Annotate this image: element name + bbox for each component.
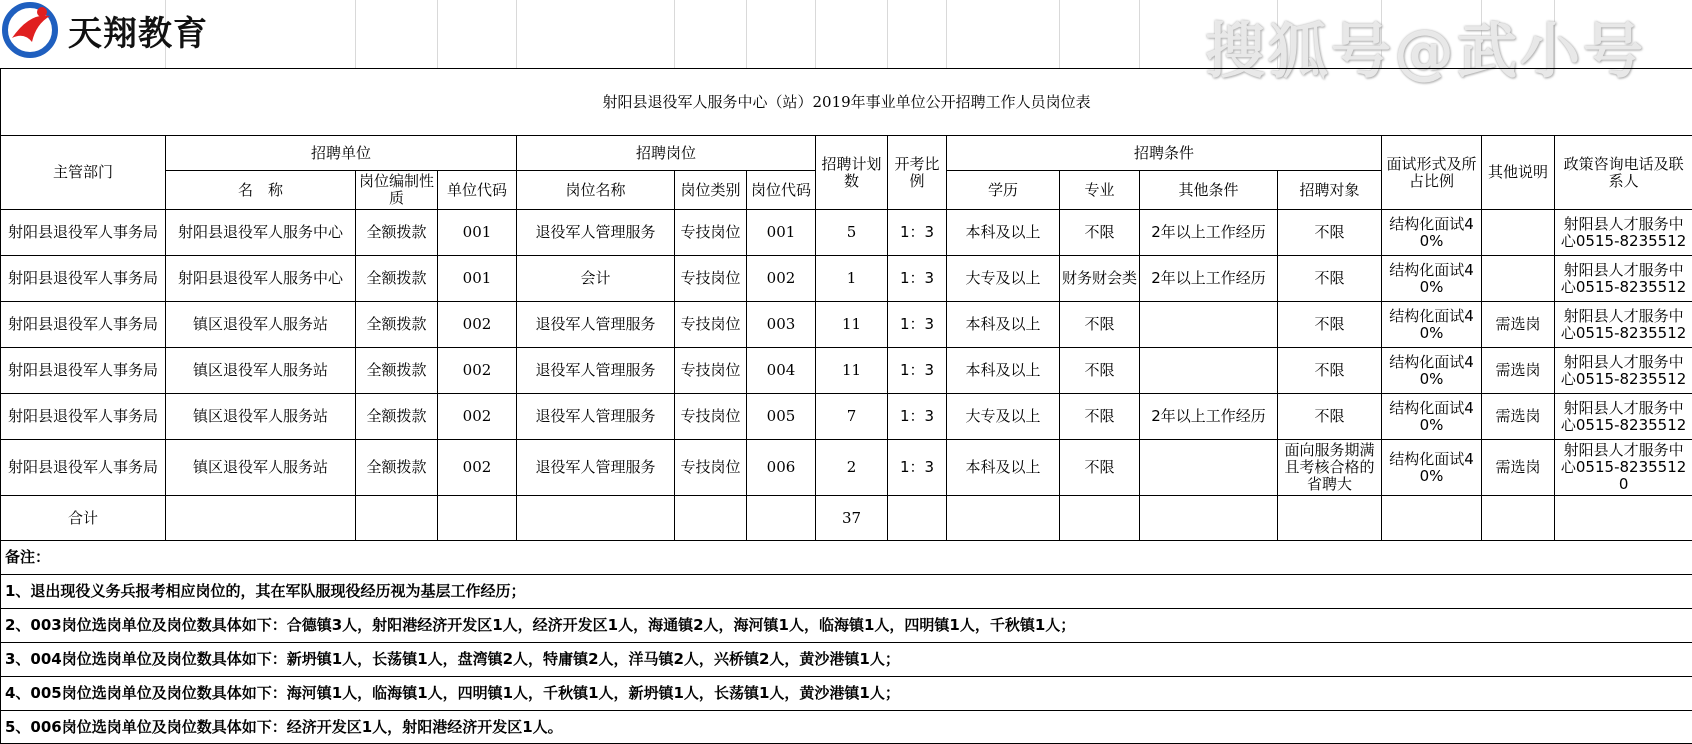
cell-note: 需选岗 xyxy=(1482,394,1555,440)
cell-interview: 结构化面试40% xyxy=(1382,394,1482,440)
cell-plan: 7 xyxy=(816,394,888,440)
cell-other-cond: 2年以上工作经历 xyxy=(1140,394,1278,440)
cell-unit-code: 002 xyxy=(438,348,517,394)
cell-nature: 全额拨款 xyxy=(356,302,438,348)
total-row xyxy=(1,496,1692,541)
cell-nature: 全额拨款 xyxy=(356,210,438,256)
cell-other-cond: 2年以上工作经历 xyxy=(1140,256,1278,302)
cell-edu: 大专及以上 xyxy=(947,256,1060,302)
cell-target xyxy=(1278,440,1382,496)
cell-post: 退役军人管理服务 xyxy=(517,394,675,440)
header-major: 专业 xyxy=(1060,171,1140,210)
cell-interview: 结构化面试40% xyxy=(1382,256,1482,302)
cell-interview: 结构化面试40% xyxy=(1382,440,1482,496)
cell-other-cond xyxy=(1140,302,1278,348)
cell-unit-code: 002 xyxy=(438,394,517,440)
cell-post-type: 专技岗位 xyxy=(675,394,747,440)
note-item: 5、006岗位选岗单位及岗位数具体如下：经济开发区1人，射阳港经济开发区1人。 xyxy=(1,711,1692,744)
cell-unit-code: 001 xyxy=(438,256,517,302)
cell-ratio: 1：3 xyxy=(888,210,947,256)
header-other-note: 其他说明 xyxy=(1482,136,1555,210)
cell-contact-text: 射阳县人才服务中心0515-8235512 xyxy=(1557,354,1690,388)
cell-interview: 结构化面试40% xyxy=(1382,348,1482,394)
cell-nature: 全额拨款 xyxy=(356,440,438,496)
cell-post-type: 专技岗位 xyxy=(675,256,747,302)
cell-contact xyxy=(1555,210,1692,256)
header-post-type: 岗位类别 xyxy=(675,171,747,210)
cell-contact xyxy=(1555,256,1692,302)
header-plan: 招聘计划数 xyxy=(816,136,888,210)
cell-edu: 大专及以上 xyxy=(947,394,1060,440)
cell-post-type: 专技岗位 xyxy=(675,302,747,348)
recruitment-table xyxy=(0,68,1692,744)
header-contact: 政策咨询电话及联系人 xyxy=(1555,136,1692,210)
cell-edu: 本科及以上 xyxy=(947,210,1060,256)
notes-heading: 备注： xyxy=(1,541,1692,575)
cell-contact-text: 射阳县人才服务中心0515-8235512 xyxy=(1557,262,1690,296)
cell-note: 需选岗 xyxy=(1482,302,1555,348)
cell-dept: 射阳县退役军人事务局 xyxy=(1,440,166,496)
cell-target: 不限 xyxy=(1278,394,1382,440)
watermark: 搜狐号@武小号 xyxy=(1205,4,1646,90)
cell-post-code: 003 xyxy=(747,302,816,348)
header-unit-name: 名 称 xyxy=(166,171,356,210)
cell-interview: 结构化面试40% xyxy=(1382,302,1482,348)
cell-unit: 镇区退役军人服务站 xyxy=(166,440,356,496)
cell-post-code: 001 xyxy=(747,210,816,256)
total-label: 合计 xyxy=(1,496,166,541)
cell-nature: 全额拨款 xyxy=(356,394,438,440)
cell-note: 需选岗 xyxy=(1482,440,1555,496)
total-plan: 37 xyxy=(816,496,888,541)
cell-other-cond xyxy=(1140,348,1278,394)
cell-ratio: 1：3 xyxy=(888,302,947,348)
cell-plan: 1 xyxy=(816,256,888,302)
cell-contact-text: 射阳县人才服务中心0515-8235512 xyxy=(1557,308,1690,342)
cell-post-type: 专技岗位 xyxy=(675,210,747,256)
cell-target: 不限 xyxy=(1278,348,1382,394)
cell-post: 退役军人管理服务 xyxy=(517,348,675,394)
cell-ratio: 1：3 xyxy=(888,348,947,394)
header-ratio: 开考比例 xyxy=(888,136,947,210)
cell-dept: 射阳县退役军人事务局 xyxy=(1,302,166,348)
cell-unit: 射阳县退役军人服务中心 xyxy=(166,256,356,302)
cell-dept: 射阳县退役军人事务局 xyxy=(1,394,166,440)
note-item: 2、003岗位选岗单位及岗位数具体如下：合德镇3人，射阳港经济开发区1人，经济开发区1人，海通镇2人，海河镇1人，临海镇1人，四明镇1人，千秋镇1人； xyxy=(1,609,1692,643)
cell-dept: 射阳县退役军人事务局 xyxy=(1,348,166,394)
header-dept: 主管部门 xyxy=(1,136,166,210)
note-item: 1、退出现役义务兵报考相应岗位的，其在军队服现役经历视为基层工作经历； xyxy=(1,575,1692,609)
header-interview: 面试形式及所占比例 xyxy=(1382,136,1482,210)
cell-ratio: 1：3 xyxy=(888,256,947,302)
cell-unit-code: 002 xyxy=(438,440,517,496)
cell-contact-text: 射阳县人才服务中心0515-8235512 xyxy=(1557,400,1690,434)
cell-interview: 结构化面试40% xyxy=(1382,210,1482,256)
cell-edu: 本科及以上 xyxy=(947,348,1060,394)
header-post-name: 岗位名称 xyxy=(517,171,675,210)
cell-edu: 本科及以上 xyxy=(947,440,1060,496)
table-row xyxy=(1,210,1692,256)
cell-post-type: 专技岗位 xyxy=(675,440,747,496)
header-unit-code: 单位代码 xyxy=(438,171,517,210)
cell-unit: 镇区退役军人服务站 xyxy=(166,348,356,394)
table-row xyxy=(1,440,1692,496)
cell-unit-code: 002 xyxy=(438,302,517,348)
table-row xyxy=(1,348,1692,394)
cell-note xyxy=(1482,256,1555,302)
header-unit-group: 招聘单位 xyxy=(166,136,517,171)
header-other-cond: 其他条件 xyxy=(1140,171,1278,210)
header-cond-group: 招聘条件 xyxy=(947,136,1382,171)
cell-post: 退役军人管理服务 xyxy=(517,210,675,256)
cell-edu: 本科及以上 xyxy=(947,302,1060,348)
cell-target-text: 面向服务期满且考核合格的省聘大 xyxy=(1280,442,1379,493)
cell-nature: 全额拨款 xyxy=(356,348,438,394)
cell-major: 不限 xyxy=(1060,348,1140,394)
cell-other-cond xyxy=(1140,440,1278,496)
table-title: 射阳县退役军人服务中心（站）2019年事业单位公开招聘工作人员岗位表 xyxy=(1,69,1692,136)
cell-contact xyxy=(1555,394,1692,440)
cell-dept: 射阳县退役军人事务局 xyxy=(1,210,166,256)
cell-major: 不限 xyxy=(1060,394,1140,440)
table-row xyxy=(1,256,1692,302)
header-edu: 学历 xyxy=(947,171,1060,210)
table-row xyxy=(1,302,1692,348)
note-item: 3、004岗位选岗单位及岗位数具体如下：新坍镇1人，长荡镇1人，盘湾镇2人，特庸镇2人，洋马镇2人，兴桥镇2人，黄沙港镇1人； xyxy=(1,643,1692,677)
header-target: 招聘对象 xyxy=(1278,171,1382,210)
cell-note xyxy=(1482,210,1555,256)
cell-plan: 5 xyxy=(816,210,888,256)
logo-text: 天翔教育 xyxy=(68,6,208,55)
cell-major: 不限 xyxy=(1060,210,1140,256)
cell-ratio: 1：3 xyxy=(888,440,947,496)
cell-post: 退役军人管理服务 xyxy=(517,440,675,496)
cell-post: 会计 xyxy=(517,256,675,302)
cell-contact xyxy=(1555,302,1692,348)
cell-ratio: 1：3 xyxy=(888,394,947,440)
cell-plan: 2 xyxy=(816,440,888,496)
cell-major: 不限 xyxy=(1060,440,1140,496)
header-post-group: 招聘岗位 xyxy=(517,136,816,171)
header-unit-nature: 岗位编制性质 xyxy=(356,171,438,210)
cell-target: 不限 xyxy=(1278,210,1382,256)
cell-contact xyxy=(1555,440,1692,496)
cell-major: 财务财会类 xyxy=(1060,256,1140,302)
cell-post-code: 004 xyxy=(747,348,816,394)
cell-plan: 11 xyxy=(816,302,888,348)
note-item: 4、005岗位选岗单位及岗位数具体如下：海河镇1人，临海镇1人，四明镇1人，千秋镇1人，新坍镇1人，长荡镇1人，黄沙港镇1人； xyxy=(1,677,1692,711)
cell-nature: 全额拨款 xyxy=(356,256,438,302)
cell-other-cond: 2年以上工作经历 xyxy=(1140,210,1278,256)
header-post-code: 岗位代码 xyxy=(747,171,816,210)
cell-target: 不限 xyxy=(1278,256,1382,302)
cell-major: 不限 xyxy=(1060,302,1140,348)
cell-post-code: 006 xyxy=(747,440,816,496)
cell-post-type: 专技岗位 xyxy=(675,348,747,394)
cell-dept: 射阳县退役军人事务局 xyxy=(1,256,166,302)
cell-unit: 射阳县退役军人服务中心 xyxy=(166,210,356,256)
cell-unit: 镇区退役军人服务站 xyxy=(166,394,356,440)
cell-post-code: 002 xyxy=(747,256,816,302)
cell-post: 退役军人管理服务 xyxy=(517,302,675,348)
cell-contact-text: 射阳县人才服务中心0515-8235512 xyxy=(1557,216,1690,250)
cell-plan: 11 xyxy=(816,348,888,394)
cell-contact xyxy=(1555,348,1692,394)
cell-unit: 镇区退役军人服务站 xyxy=(166,302,356,348)
table-row xyxy=(1,394,1692,440)
cell-note: 需选岗 xyxy=(1482,348,1555,394)
cell-post-code: 005 xyxy=(747,394,816,440)
tianxiang-logo-icon xyxy=(2,2,58,58)
brand-logo xyxy=(2,2,208,58)
cell-unit-code: 001 xyxy=(438,210,517,256)
cell-contact-text: 射阳县人才服务中心0515-82355120 xyxy=(1557,442,1690,493)
cell-target: 不限 xyxy=(1278,302,1382,348)
